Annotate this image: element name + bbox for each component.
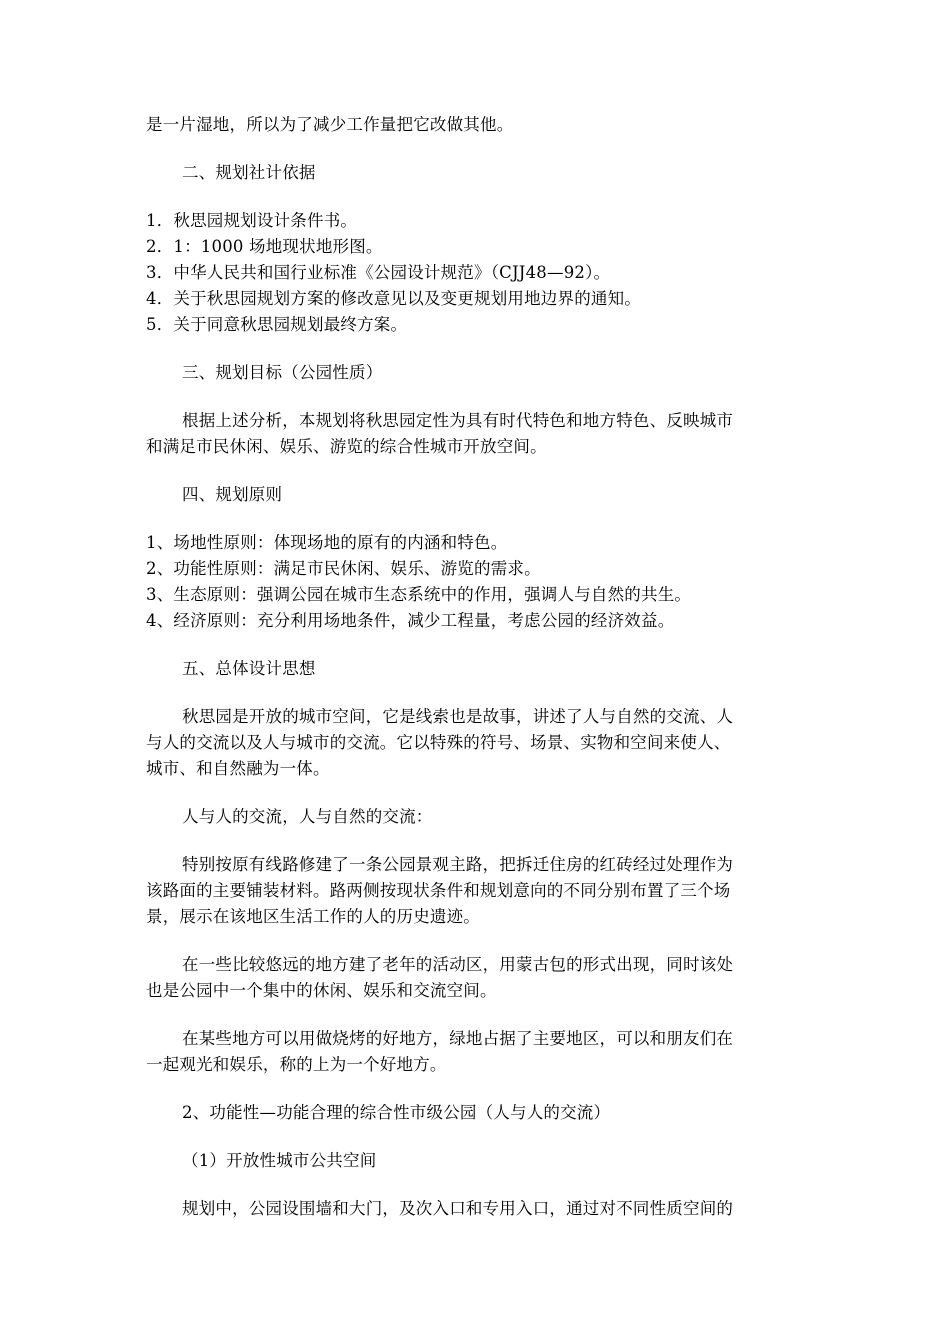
list-item: 4．关于秋思园规划方案的修改意见以及变更规划用地边界的通知。 [146, 289, 641, 308]
paragraph-line: 秋思园是开放的城市空间，它是线索也是故事，讲述了人与自然的交流、人 [182, 707, 734, 726]
paragraph-line: 一起观光和娱乐，称的上为一个好地方。 [146, 1055, 447, 1074]
paragraph-line: 规划中，公园设围墙和大门，及次入口和专用入口，通过对不同性质空间的 [182, 1199, 734, 1218]
section-heading: 四、规划原则 [182, 485, 283, 504]
section-heading: 2、功能性—功能合理的综合性市级公园（人与人的交流） [182, 1103, 611, 1122]
paragraph-line: 在某些地方可以用做烧烤的好地方，绿地占据了主要地区，可以和朋友们在 [182, 1029, 734, 1048]
list-item: 3．中华人民共和国行业标准《公园设计规范》（CJJ48—92）。 [146, 263, 611, 282]
paragraph-line: 与人的交流以及人与城市的交流。它以特殊的符号、场景、实物和空间来使人、 [146, 733, 731, 752]
list-item: 5．关于同意秋思园规划最终方案。 [146, 315, 408, 334]
paragraph-line: 和满足市民休闲、娱乐、游览的综合性城市开放空间。 [146, 437, 547, 456]
paragraph-line: 该路面的主要铺装材料。路两侧按现状条件和规划意向的不同分别布置了三个场 [146, 881, 731, 900]
section-heading: 五、总体设计思想 [182, 659, 316, 678]
list-item: 1．秋思园规划设计条件书。 [146, 211, 358, 230]
subsection-heading: （1）开放性城市公共空间 [182, 1151, 377, 1170]
paragraph-line: 人与人的交流，人与自然的交流： [182, 807, 433, 826]
paragraph-line: 也是公园中一个集中的休闲、娱乐和交流空间。 [146, 981, 497, 1000]
list-item: 3、生态原则：强调公园在城市生态系统中的作用，强调人与自然的共生。 [146, 585, 692, 604]
list-item: 2、功能性原则：满足市民休闲、娱乐、游览的需求。 [146, 559, 541, 578]
paragraph-line: 根据上述分析，本规划将秋思园定性为具有时代特色和地方特色、反映城市 [182, 411, 734, 430]
list-item: 1、场地性原则：体现场地的原有的内涵和特色。 [146, 533, 508, 552]
document-page [146, 112, 810, 1222]
section-heading: 二、规划社计依据 [182, 163, 316, 182]
paragraph-line: 景，展示在该地区生活工作的人的历史遗迹。 [146, 907, 480, 926]
paragraph-line: 特别按原有线路修建了一条公园景观主路，把拆迁住房的红砖经过处理作为 [182, 855, 734, 874]
list-item: 2．1：1000 场地现状地形图。 [146, 237, 383, 256]
text-line: 是一片湿地，所以为了减少工作量把它改做其他。 [146, 115, 514, 134]
list-item: 4、经济原则：充分利用场地条件，减少工程量，考虑公园的经济效益。 [146, 611, 675, 630]
paragraph-line: 在一些比较悠远的地方建了老年的活动区，用蒙古包的形式出现，同时该处 [182, 955, 734, 974]
paragraph-line: 城市、和自然融为一体。 [146, 759, 330, 778]
section-heading: 三、规划目标（公园性质） [182, 363, 383, 382]
